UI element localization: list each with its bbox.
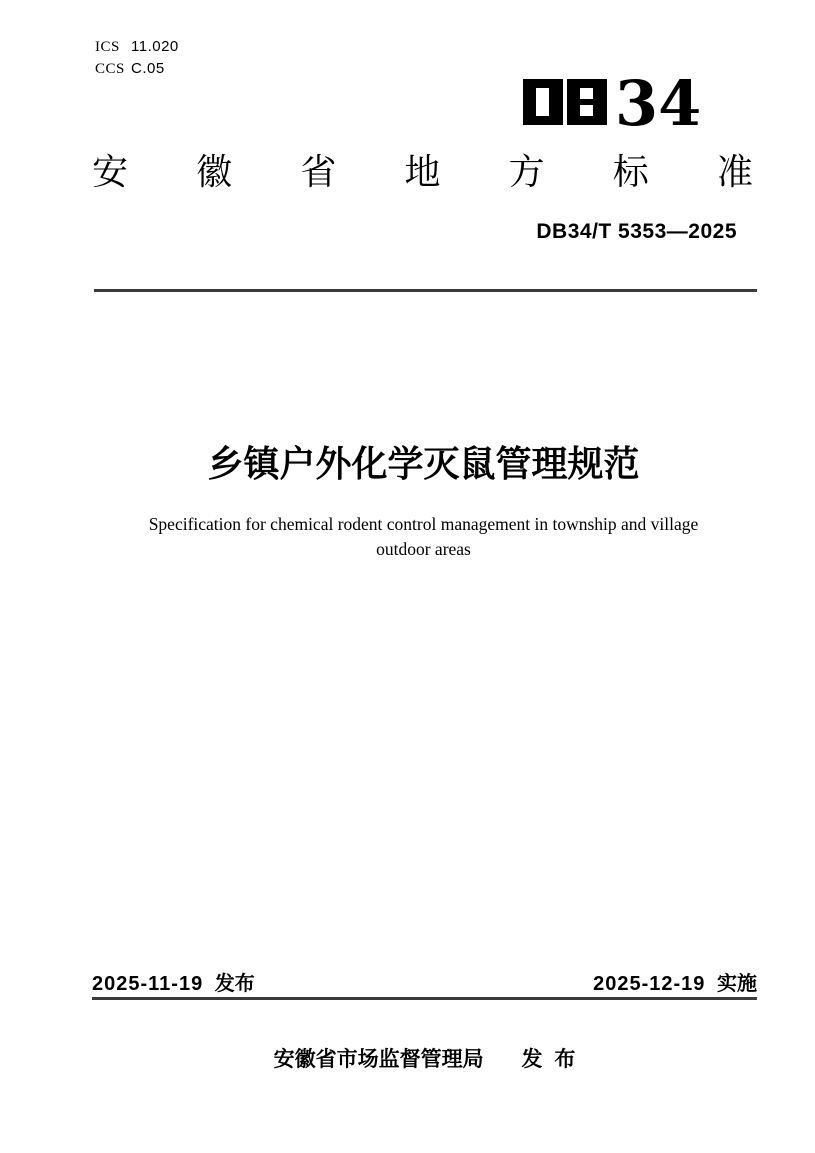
logo-letter-b xyxy=(567,79,607,125)
standard-type-char: 准 xyxy=(716,151,753,192)
ccs-label: CCS xyxy=(95,61,125,77)
publisher-row xyxy=(92,1046,757,1074)
publisher-name: 安徽省市场监督管理局 xyxy=(273,1048,484,1071)
standard-number: DB34/T 5353—2025 xyxy=(536,220,737,243)
standard-type-char: 徽 xyxy=(196,151,233,192)
publish-action: 发 布 xyxy=(521,1048,576,1071)
footer-rule xyxy=(92,997,757,1000)
issue-date-value: 2025-11-19 xyxy=(92,973,204,995)
db34-logo xyxy=(523,78,703,130)
standard-type-char: 标 xyxy=(612,151,649,192)
issue-date xyxy=(92,971,255,997)
ics-value: 11.020 xyxy=(131,38,179,55)
header-rule xyxy=(94,289,757,292)
ccs-line xyxy=(95,58,179,80)
implementation-date-label: 实施 xyxy=(717,973,757,995)
logo-region-number: 34 xyxy=(615,78,702,130)
standard-type-char: 省 xyxy=(300,151,337,192)
standard-type-char: 方 xyxy=(508,151,545,192)
dates-row xyxy=(92,971,757,997)
issue-date-label: 发布 xyxy=(214,973,255,995)
classification-codes xyxy=(95,36,179,80)
logo-db-letters xyxy=(523,79,607,125)
implementation-date xyxy=(593,971,757,997)
title-chinese: 乡镇户外化学灭鼠管理规范 xyxy=(207,443,640,484)
title-english-line1: Specification for chemical rodent control management in township and village xyxy=(148,514,699,534)
ics-label: ICS xyxy=(95,39,120,55)
standard-type-char: 地 xyxy=(404,151,441,192)
ics-line xyxy=(95,36,179,58)
ccs-value: C.05 xyxy=(131,60,165,77)
title-english xyxy=(92,512,755,562)
title-english-line2: outdoor areas xyxy=(376,539,471,559)
standard-type-char: 安 xyxy=(92,151,129,192)
implementation-date-value: 2025-12-19 xyxy=(593,973,706,995)
standard-type-title xyxy=(92,150,753,194)
logo-letter-d xyxy=(523,79,563,125)
